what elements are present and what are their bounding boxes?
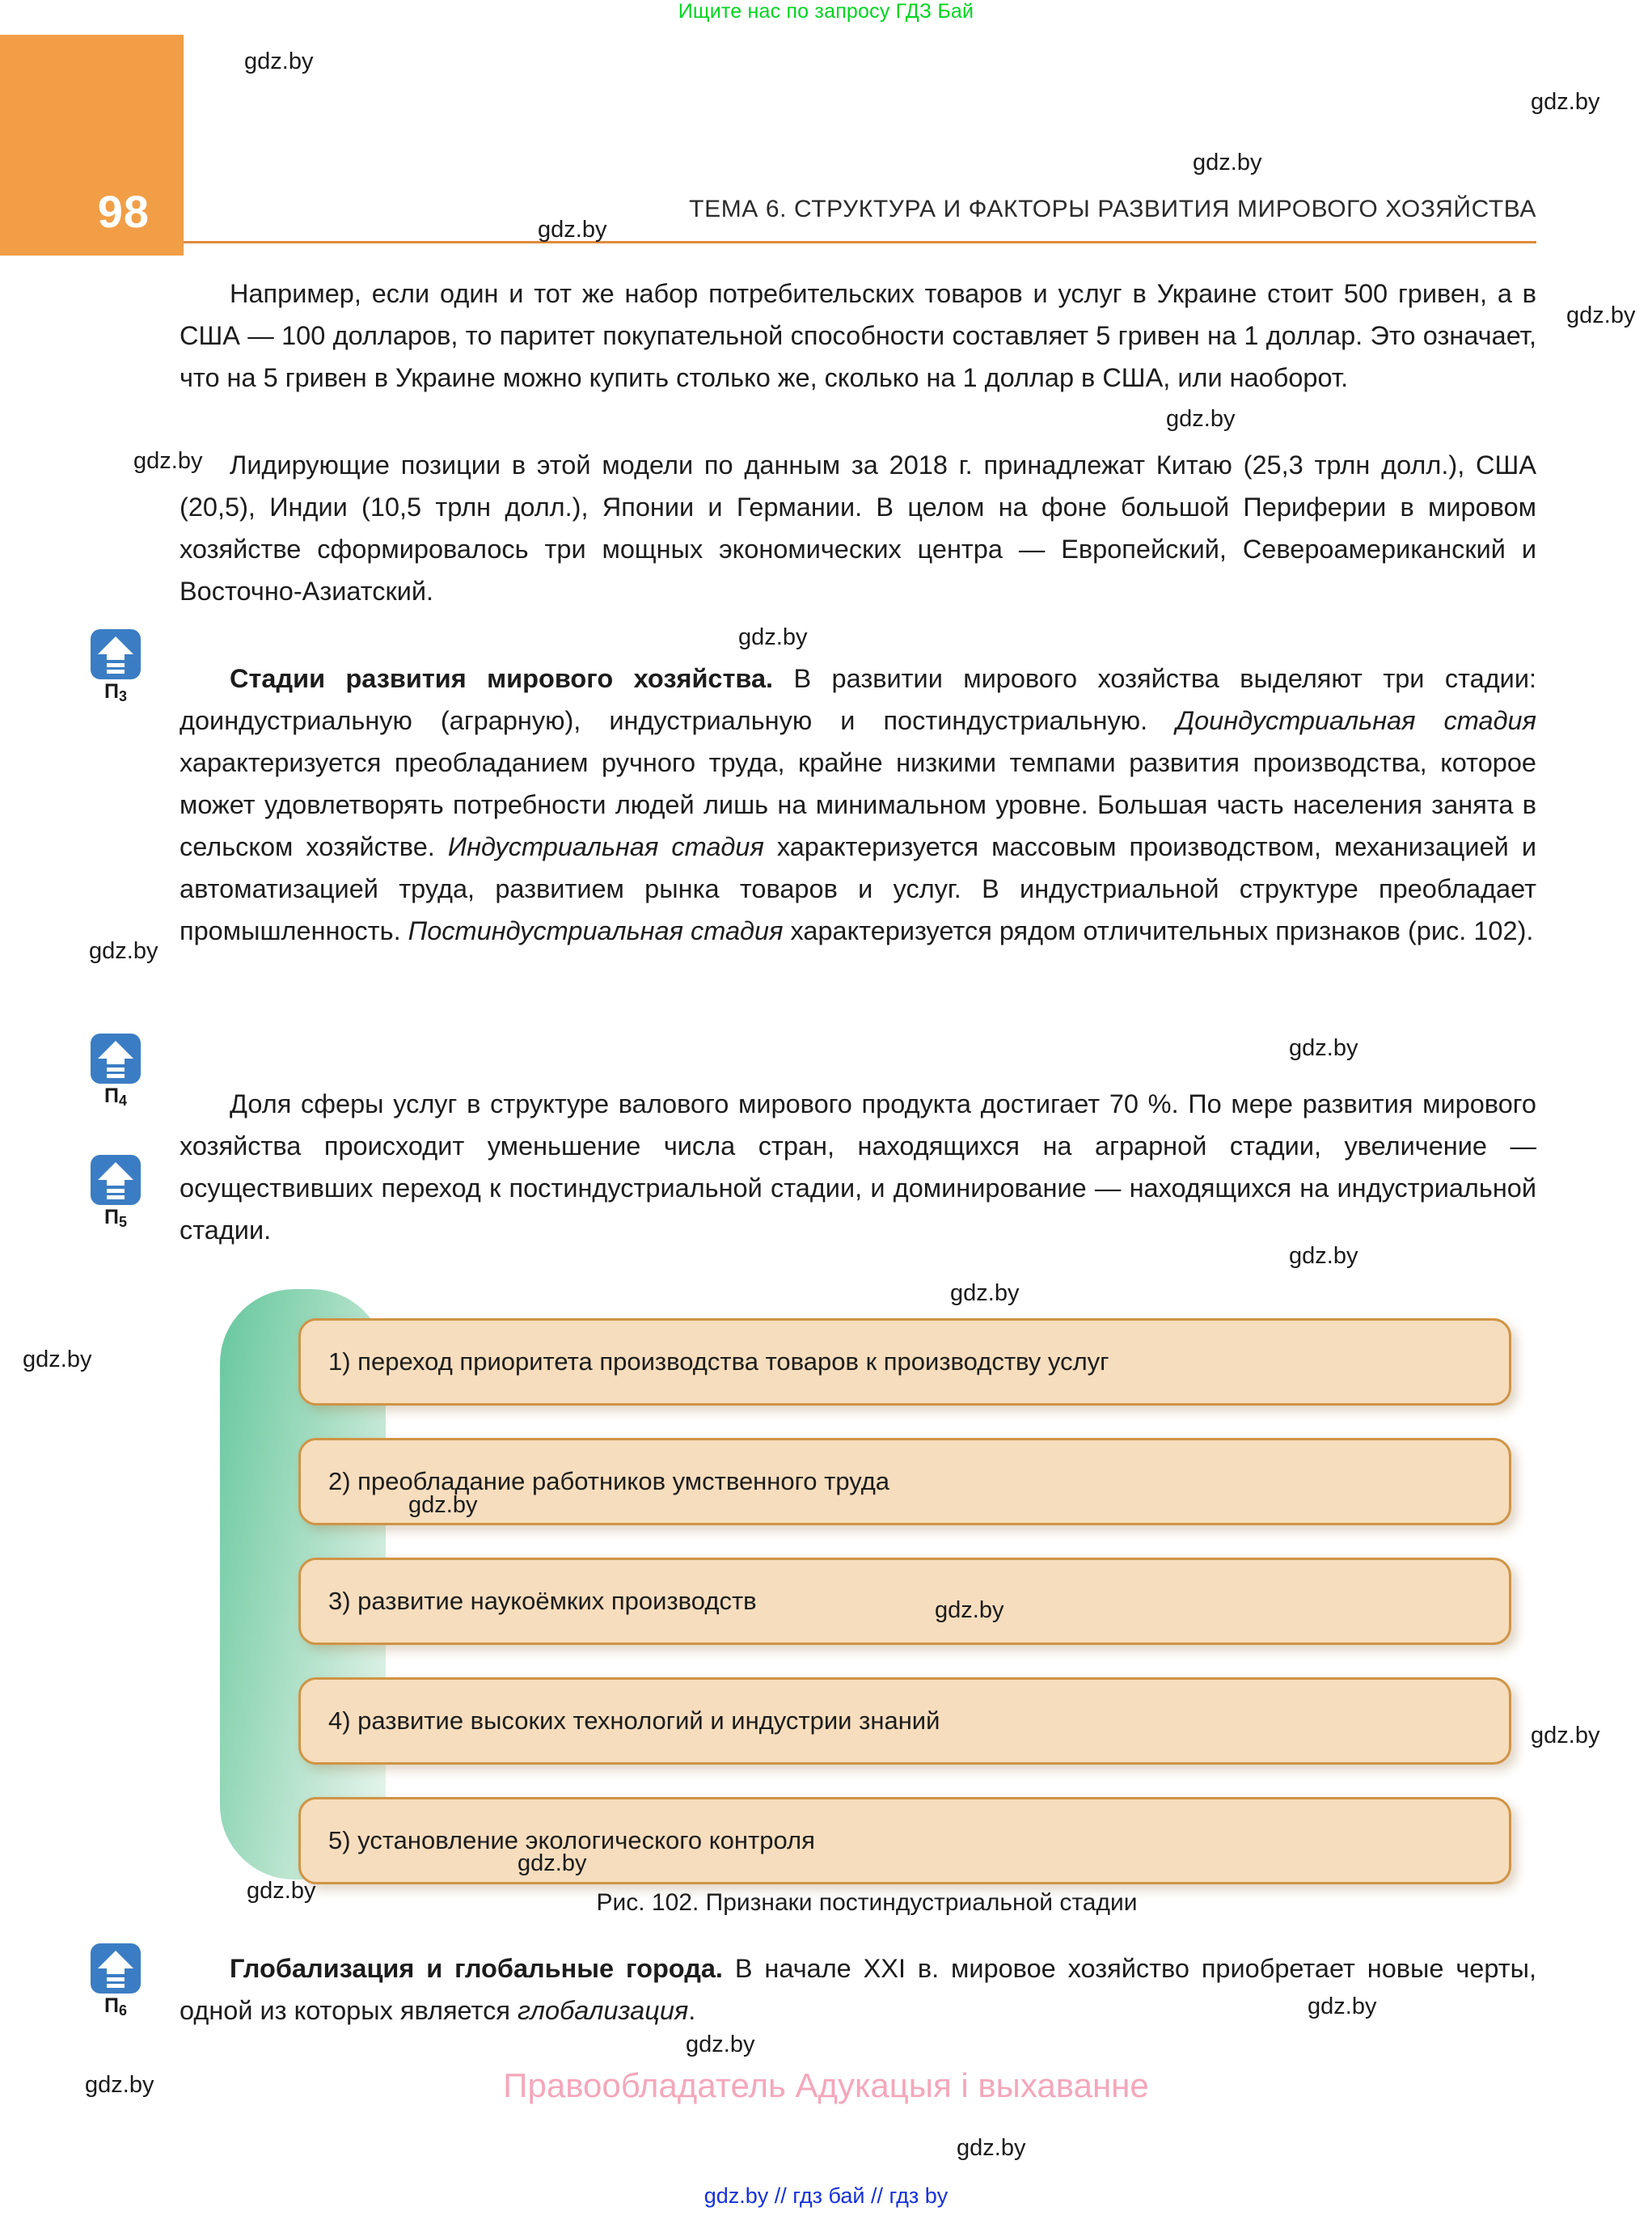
gdz-watermark: gdz.by bbox=[686, 2032, 755, 2057]
margin-marker-label: $П_4$ bbox=[104, 1085, 127, 1109]
margin-marker-p4[interactable] bbox=[91, 1034, 141, 1109]
section-heading-globalization: Глобализация и глобальные города. bbox=[230, 1954, 723, 1983]
running-head-title: ТЕМА 6. СТРУКТУРА И ФАКТОРЫ РАЗВИТИЯ МИРОВОГО ХОЗЯЙСТВА bbox=[689, 196, 1536, 222]
gdz-watermark: gdz.by bbox=[950, 1280, 1020, 1306]
margin-marker-label: $П_6$ bbox=[104, 1994, 127, 2019]
gdz-watermark: gdz.by bbox=[538, 217, 607, 243]
paragraph-text bbox=[180, 657, 1536, 952]
figure-item-label: 5) установление экологического контроля bbox=[328, 1826, 815, 1855]
gdz-watermark: gdz.by bbox=[1289, 1243, 1358, 1269]
gdz-watermark: gdz.by bbox=[247, 1878, 316, 1904]
gdz-watermark: gdz.by bbox=[1531, 89, 1600, 115]
gdz-watermark: gdz.by bbox=[1166, 406, 1236, 432]
gdz-watermark: gdz.by bbox=[738, 624, 808, 650]
paragraph-stages bbox=[180, 657, 1536, 952]
gdz-watermark: gdz.by bbox=[244, 49, 314, 74]
publisher-watermark: Правообладатель Адукацыя і выхаванне bbox=[503, 2066, 1149, 2104]
stages-segment-2: характеризуется преобладанием ручного труда, крайне низкими темпами развития производства, которое может удовлетворять потребности людей лишь на минимальном уровне. Большая часть населения занята в сельском хозяйстве. bbox=[180, 748, 1536, 861]
stages-segment-1: В развитии мирового хозяйства выделяют три стадии: доиндустриальную (аграрную), индустриальную и постиндустриальную. bbox=[180, 664, 1536, 735]
figure-item-label: 2) преобладание работников умственного труда bbox=[328, 1467, 890, 1496]
page-number: 98 bbox=[97, 186, 150, 237]
figure-item-label: 4) развитие высоких технологий и индустрии знаний bbox=[328, 1706, 940, 1736]
gdz-watermark: gdz.by bbox=[408, 1492, 478, 1518]
figure-102 bbox=[220, 1289, 1514, 1879]
gdz-watermark: gdz.by bbox=[89, 938, 158, 964]
margin-marker-p6[interactable] bbox=[91, 1943, 141, 2019]
gdz-watermark: gdz.by bbox=[1566, 302, 1636, 328]
paragraph-text: Доля сферы услуг в структуре валового мирового продукта достигает 70 %. По мере развития мирового хозяйства происходит уменьшение числа стран, находящихся на аграрной стадии, увеличение — осуществивших переход к постиндустриальной стадии, и доминирование — находящихся на индустриальной стадии. bbox=[180, 1089, 1536, 1245]
paragraph-services-share bbox=[180, 1083, 1536, 1251]
margin-marker-label: $П_5$ bbox=[104, 1206, 127, 1230]
paragraph-text: Например, если один и тот же набор потребительских товаров и услуг в Украине стоит 500 гривен, а в США — 100 долларов, то паритет покупательной способности составляет 5 гривен на 1 доллар. Это означает, что на 5 гривен в Украине можно купить столько же, сколько на 1 доллар в США, или наоборот. bbox=[180, 279, 1536, 392]
term-globalization: глобализация bbox=[517, 1996, 689, 2025]
term-industrial-stage: Индустриальная стадия bbox=[447, 832, 764, 861]
gdz-watermark: gdz.by bbox=[957, 2135, 1026, 2161]
figure-item-2 bbox=[298, 1438, 1511, 1525]
figure-item-label: 3) развитие наукоёмких производств bbox=[328, 1587, 757, 1616]
figure-item-5 bbox=[298, 1797, 1511, 1884]
margin-marker-label: $П_3$ bbox=[104, 680, 127, 704]
globalization-segment-2: . bbox=[688, 1996, 696, 2025]
stages-segment-4: характеризуется рядом отличительных признаков (рис. 102). bbox=[783, 916, 1534, 945]
upload-arrow-icon bbox=[91, 629, 141, 679]
paragraph-leading-positions bbox=[180, 444, 1536, 612]
gdz-watermark: gdz.by bbox=[23, 1347, 92, 1372]
upload-arrow-icon bbox=[91, 1155, 141, 1205]
gdz-watermark: gdz.by bbox=[935, 1597, 1004, 1623]
section-heading-stages: Стадии развития мирового хозяйства. bbox=[230, 664, 774, 693]
gdz-watermark: gdz.by bbox=[1193, 150, 1262, 175]
figure-item-4 bbox=[298, 1677, 1511, 1765]
globalization-segment-1: В начале XXI в. мировое хозяйство приобретает новые черты, одной из которых является bbox=[180, 1954, 1536, 2025]
gdz-watermark: gdz.by bbox=[1531, 1723, 1600, 1748]
term-preindustrial-stage: Доиндустриальная стадия bbox=[1176, 706, 1536, 735]
upload-arrow-icon bbox=[91, 1943, 141, 1994]
margin-marker-p3[interactable] bbox=[91, 629, 141, 702]
promo-banner: Ищите нас по запросу ГДЗ Бай bbox=[678, 0, 974, 23]
header-rule bbox=[184, 241, 1536, 243]
margin-marker-p5[interactable] bbox=[91, 1155, 141, 1228]
figure-item-1 bbox=[298, 1318, 1511, 1406]
gdz-watermark: gdz.by bbox=[85, 2072, 154, 2098]
footer-links: gdz.by // гдз бай // гдз by bbox=[703, 2184, 949, 2208]
term-postindustrial-stage: Постиндустриальная стадия bbox=[408, 916, 784, 945]
paragraph-text: Лидирующие позиции в этой модели по данным за 2018 г. принадлежат Китаю (25,3 трлн долл.), США (20,5), Индии (10,5 трлн долл.), Японии и Германии. В целом на фоне большой Периферии в мировом хозяйстве сформировалось три мощных экономических центра — Европейский, Североамериканский и Восточно-Азиатский. bbox=[180, 450, 1536, 606]
gdz-watermark: gdz.by bbox=[518, 1850, 587, 1876]
paragraph-example bbox=[180, 273, 1536, 399]
gdz-watermark: gdz.by bbox=[1289, 1035, 1358, 1061]
figure-item-label: 1) переход приоритета производства товаров к производству услуг bbox=[328, 1347, 1109, 1376]
upload-arrow-icon bbox=[91, 1034, 141, 1084]
gdz-watermark: gdz.by bbox=[1308, 1994, 1377, 2019]
gdz-watermark: gdz.by bbox=[133, 448, 203, 474]
figure-caption: Рис. 102. Признаки постиндустриальной стадии bbox=[596, 1889, 1138, 1916]
stages-segment-3: характеризуется массовым производством, механизацией и автоматизацией труда, развитием рынка товаров и услуг. В индустриальной структуре преобладает промышленность. bbox=[180, 832, 1536, 945]
figure-item-3 bbox=[298, 1558, 1511, 1645]
